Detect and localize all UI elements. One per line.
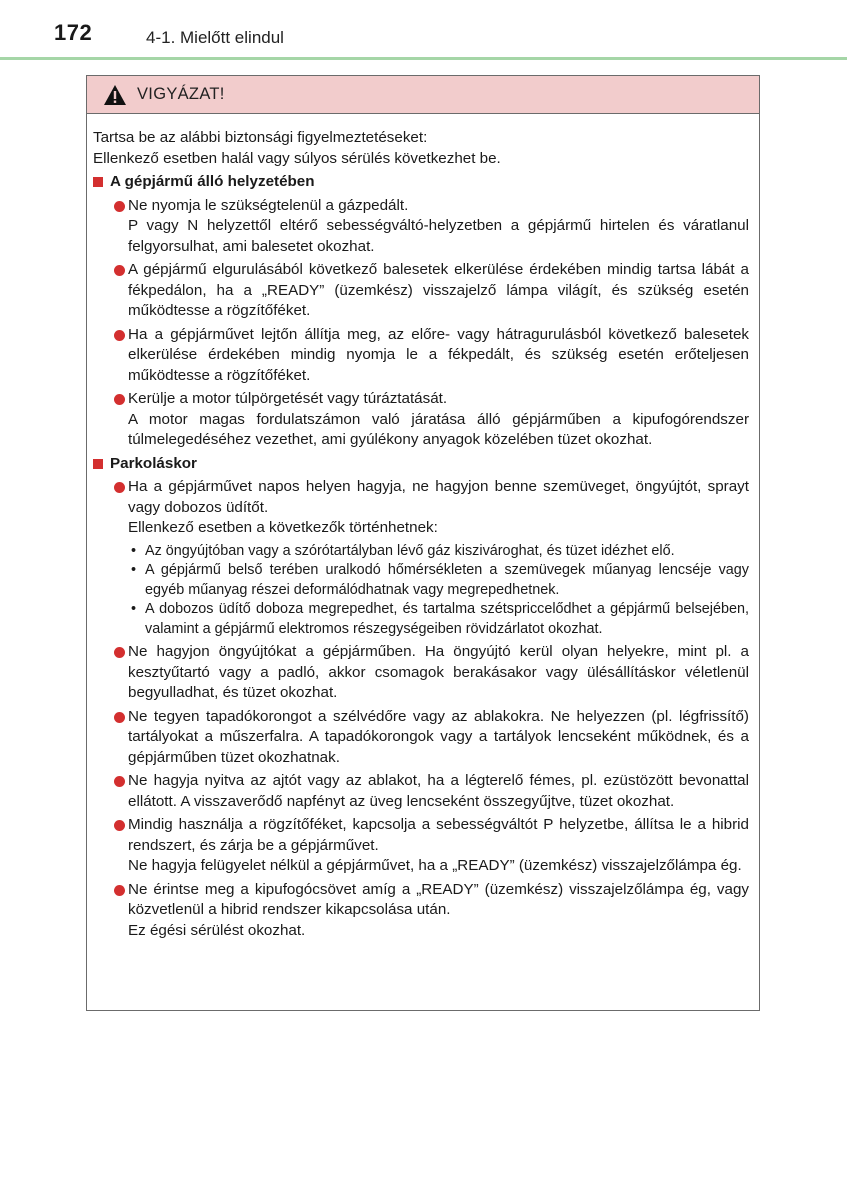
warning-item [93, 771, 749, 812]
warning-content [87, 114, 759, 941]
warning-item [93, 325, 749, 387]
intro-line: Tartsa be az alábbi biztonsági figyelmeztetéseket: [93, 129, 428, 146]
sub-item-text: A dobozos üdítő doboza megrepedhet, és tartalma szétspriccelődhet a gépjármű belsejében, valamint a gépjármű elektromos részegységeiben rövidzárlatot okozhat. [145, 601, 749, 637]
item-text: A gépjármű elgurulásából következő balesetek elkerülése érdekében mindig tartsa lábát a fékpedálon, ha a „READY” (üzemkész) visszajelző lámpa világít, és szükség esetén működtesse a rögzítőféket. [128, 261, 749, 319]
item-text: Ha a gépjárművet napos helyen hagyja, ne hagyjon benne szemüveget, öngyújtót, sprayt vagy dobozos üdítőt. [128, 478, 749, 516]
item-text: Mindig használja a rögzítőféket, kapcsolja a sebességváltót P helyzetbe, állítsa le a hibrid rendszert, és zárja be a gépjárművet. [128, 816, 749, 854]
red-dot-icon [114, 201, 125, 212]
warning-title: VIGYÁZAT! [137, 85, 225, 103]
section-heading-text: A gépjármű álló helyzetében [110, 173, 315, 190]
red-dot-icon [114, 776, 125, 787]
warning-item [93, 642, 749, 704]
item-text: Ne nyomja le szükségtelenül a gázpedált. [128, 196, 409, 214]
header-rule [0, 57, 847, 60]
warning-item [93, 815, 749, 877]
item-text: Ha a gépjárművet lejtőn állítja meg, az előre- vagy hátragurulásból következő balesetek elkerülése érdekében mindig nyomja le a fékpedált, és szükség esetén erőteljesen működtesse a rögzítőféket. [128, 325, 749, 384]
sub-list [93, 542, 749, 640]
red-dot-icon [114, 647, 125, 658]
item-text: P vagy N helyzettől eltérő sebességváltó-helyzetben a gépjármű hirtelen és váratlanul felgyorsulhat, ami balesetet okozhat. [128, 217, 749, 255]
warning-item [93, 260, 749, 322]
item-text: Ne érintse meg a kipufogócsövet amíg a „READY” (üzemkész) visszajelzőlámpa ég, vagy közvetlenül a hibrid rendszer kikapcsolása után. [128, 880, 749, 918]
item-text: Ez égési sérülést okozhat. [128, 921, 306, 939]
item-text: Ne tegyen tapadókorongot a szélvédőre vagy az ablakokra. Ne helyezzen (pl. légfrissítő) tartályokat a műszerfalra. A tapadókorongok vagy a tartályok lencseként működnek, és a gépjárműben tüzet okozhatnak. [128, 707, 749, 766]
warning-item [93, 389, 749, 451]
red-dot-icon [114, 712, 125, 723]
warning-intro [93, 128, 749, 169]
warning-item [93, 196, 749, 258]
warning-item [93, 880, 749, 942]
warning-triangle-icon [103, 84, 127, 106]
red-dot-icon [114, 820, 125, 831]
warning-header [87, 76, 759, 114]
item-text: Ne hagyjon öngyújtókat a gépjárműben. Ha öngyújtó kerül olyan helyekre, mint pl. a kesztyűtartó vagy a padló, akkor csomagok berakásakor vagy ülésállításkor véletlenül begyulladhat, és tüzet okozhat. [128, 643, 749, 701]
warning-box [86, 75, 760, 1011]
bullet-icon: • [131, 562, 137, 578]
red-dot-icon [114, 482, 125, 493]
warning-item [93, 477, 749, 539]
intro-line: Ellenkező esetben halál vagy súlyos sérülés következhet be. [93, 149, 501, 167]
section-heading [93, 454, 749, 475]
red-square-icon [93, 459, 103, 469]
red-dot-icon [114, 330, 125, 341]
section-title: 4-1. Mielőtt elindul [146, 28, 284, 47]
sub-item-text: Az öngyújtóban vagy a szórótartályban lévő gáz kiszivároghat, és tüzet idézhet elő. [145, 542, 675, 559]
sub-list-item [93, 600, 749, 639]
red-dot-icon [114, 394, 125, 405]
warning-item [93, 707, 749, 769]
item-text: Ellenkező esetben a következők történhetnek: [128, 519, 438, 536]
page-number: 172 [54, 20, 93, 45]
red-square-icon [93, 177, 103, 187]
sub-list-item [93, 561, 749, 600]
bullet-icon: • [131, 542, 137, 559]
red-dot-icon [114, 265, 125, 276]
sub-item-text: A gépjármű belső terében uralkodó hőmérsékleten a szemüvegek műanyag lencséje vagy egyéb műanyag részei deformálódhatnak vagy megrepedhetnek. [145, 562, 749, 598]
item-text: Ne hagyja nyitva az ajtót vagy az ablakot, ha a légterelő fémes, pl. ezüstözött bevonattal ellátott. A visszaverődő napfényt az üveg lencseként összegyűjtve, tüzet okozhat. [128, 772, 749, 810]
item-text: Kerülje a motor túlpörgetését vagy túráztatását. [128, 390, 448, 407]
page-header [0, 0, 847, 60]
item-text: A motor magas fordulatszámon való járatása álló gépjárműben a kipufogórendszer túlmelegedéséhez vezethet, ami gyúlékony anyagok közelében tüzet okozhat. [128, 410, 749, 448]
item-text: Ne hagyja felügyelet nélkül a gépjárművet, ha a „READY” (üzemkész) visszajelzőlámpa ég. [128, 857, 742, 874]
bullet-icon: • [131, 601, 137, 617]
sub-list-item [93, 542, 749, 562]
section-heading [93, 172, 749, 193]
section-heading-text: Parkoláskor [110, 454, 197, 472]
red-dot-icon [114, 885, 125, 896]
